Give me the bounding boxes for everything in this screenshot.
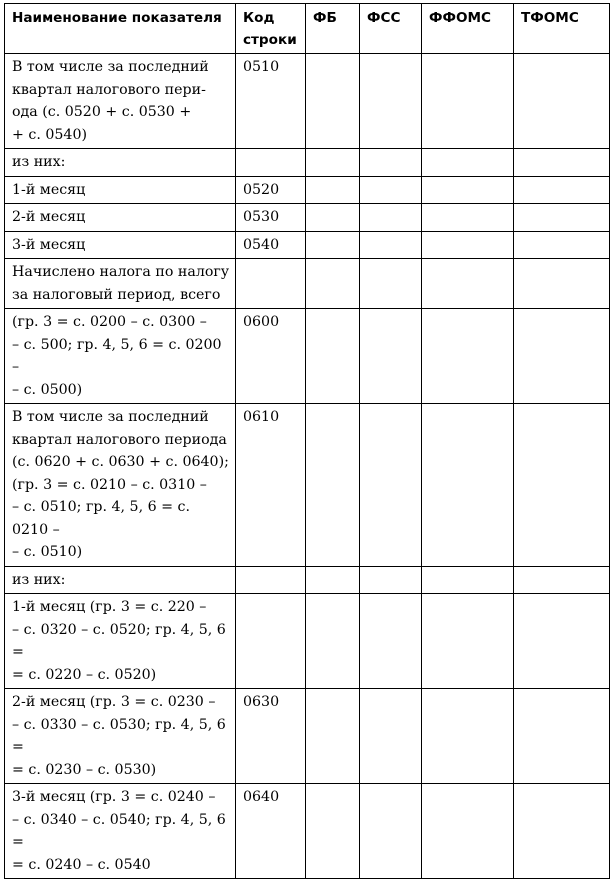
value-cell-fss <box>360 689 422 784</box>
value-cell-ffoms <box>422 404 514 567</box>
indicator-name-cell <box>5 689 236 784</box>
value-cell-fb <box>306 231 360 259</box>
row-code: 0600 <box>243 314 280 330</box>
row-code: 0640 <box>243 789 280 805</box>
value-cell-tfoms <box>514 784 610 879</box>
value-cell-fss <box>360 784 422 879</box>
indicator-name: 3-й месяц (гр. 3 = с. 0240 – – с. 0340 – с. 0540; гр. 4, 5, 6 = = с. 0240 – с. 0540 <box>12 789 226 873</box>
table-row <box>5 784 610 879</box>
header-tfoms: ТФОМС <box>514 4 610 54</box>
indicator-name: 1-й месяц (гр. 3 = с. 220 – – с. 0320 – с. 0520; гр. 4, 5, 6 = = с. 0220 – с. 0520) <box>12 599 226 683</box>
row-code: 0530 <box>243 209 280 225</box>
indicator-name-cell <box>5 784 236 879</box>
value-cell-fb <box>306 594 360 689</box>
indicator-name: (гр. 3 = с. 0200 – с. 0300 – – с. 500; гр. 4, 5, 6 = с. 0200 – – с. 0500) <box>12 314 222 398</box>
value-cell-ffoms <box>422 231 514 259</box>
indicator-name-cell <box>5 309 236 404</box>
value-cell-tfoms <box>514 149 610 177</box>
row-code-cell <box>236 149 306 177</box>
value-cell-fb <box>306 566 360 594</box>
row-code-cell <box>236 259 306 309</box>
value-cell-fb <box>306 784 360 879</box>
value-cell-ffoms <box>422 566 514 594</box>
indicator-name: 3-й месяц <box>12 236 86 253</box>
table-row <box>5 176 610 204</box>
value-cell-fss <box>360 176 422 204</box>
value-cell-tfoms <box>514 231 610 259</box>
value-cell-fss <box>360 231 422 259</box>
value-cell-fss <box>360 594 422 689</box>
value-cell-tfoms <box>514 204 610 232</box>
table-row <box>5 689 610 784</box>
indicator-name-cell <box>5 204 236 232</box>
value-cell-ffoms <box>422 689 514 784</box>
indicator-name-cell <box>5 404 236 567</box>
row-code: 0540 <box>243 236 280 253</box>
value-cell-tfoms <box>514 176 610 204</box>
value-cell-fb <box>306 54 360 149</box>
indicator-name: Начислено налога по налогу за налоговый период, всего <box>12 264 230 303</box>
row-code-cell <box>236 784 306 879</box>
header-fb: ФБ <box>306 4 360 54</box>
indicator-name: 1-й месяц <box>12 181 86 198</box>
indicator-name: из них: <box>12 571 66 588</box>
value-cell-ffoms <box>422 176 514 204</box>
table-row <box>5 259 610 309</box>
table-row <box>5 404 610 567</box>
table-row <box>5 54 610 149</box>
value-cell-ffoms <box>422 204 514 232</box>
value-cell-ffoms <box>422 309 514 404</box>
value-cell-fb <box>306 309 360 404</box>
row-code-cell <box>236 594 306 689</box>
value-cell-ffoms <box>422 149 514 177</box>
value-cell-fb <box>306 404 360 567</box>
row-code-cell <box>236 309 306 404</box>
indicator-name-cell <box>5 54 236 149</box>
indicator-name: из них: <box>12 154 66 170</box>
value-cell-fb <box>306 689 360 784</box>
indicator-name: 2-й месяц <box>12 209 86 225</box>
value-cell-tfoms <box>514 54 610 149</box>
value-cell-ffoms <box>422 784 514 879</box>
table-row <box>5 204 610 232</box>
table-row <box>5 309 610 404</box>
table-header-row <box>5 4 610 54</box>
table-row <box>5 149 610 177</box>
value-cell-ffoms <box>422 259 514 309</box>
value-cell-tfoms <box>514 594 610 689</box>
value-cell-fss <box>360 149 422 177</box>
table-row <box>5 566 610 594</box>
row-code: 0510 <box>243 59 280 75</box>
value-cell-fss <box>360 54 422 149</box>
indicator-name-cell <box>5 231 236 259</box>
row-code: 0520 <box>243 181 280 198</box>
row-code-cell <box>236 566 306 594</box>
value-cell-fss <box>360 404 422 567</box>
indicator-name: В том числе за последний квартал налогового периода (с. 0620 + с. 0630 + с. 0640); (гр. 3 = с. 0210 – с. 0310 – – с. 0510; гр. 4, 5, 6 = с. 0210 – – с. 0510) <box>12 409 229 560</box>
row-code-cell <box>236 176 306 204</box>
indicator-name: В том числе за последний квартал налогового пери- ода (с. 0520 + с. 0530 + + с. 0540) <box>12 59 209 143</box>
row-code-cell <box>236 404 306 567</box>
value-cell-tfoms <box>514 404 610 567</box>
table-body <box>5 54 610 879</box>
value-cell-ffoms <box>422 54 514 149</box>
indicator-name-cell <box>5 149 236 177</box>
indicator-name: 2-й месяц (гр. 3 = с. 0230 – – с. 0330 – с. 0530; гр. 4, 5, 6 = = с. 0230 – с. 0530) <box>12 694 226 778</box>
document-page <box>4 3 610 879</box>
tax-indicator-table <box>4 3 610 879</box>
row-code: 0610 <box>243 409 280 425</box>
value-cell-tfoms <box>514 689 610 784</box>
value-cell-ffoms <box>422 594 514 689</box>
indicator-name-cell <box>5 594 236 689</box>
table-row <box>5 231 610 259</box>
table-row <box>5 594 610 689</box>
row-code-cell <box>236 231 306 259</box>
value-cell-tfoms <box>514 259 610 309</box>
header-fss: ФСС <box>360 4 422 54</box>
indicator-name-cell <box>5 176 236 204</box>
header-indicator-name: Наименование показателя <box>5 4 236 54</box>
value-cell-fss <box>360 566 422 594</box>
value-cell-fss <box>360 309 422 404</box>
header-row-code: Код строки <box>236 4 306 54</box>
value-cell-fb <box>306 204 360 232</box>
value-cell-tfoms <box>514 566 610 594</box>
value-cell-fss <box>360 204 422 232</box>
indicator-name-cell <box>5 566 236 594</box>
indicator-name-cell <box>5 259 236 309</box>
value-cell-fss <box>360 259 422 309</box>
value-cell-fb <box>306 149 360 177</box>
value-cell-fb <box>306 259 360 309</box>
row-code-cell <box>236 204 306 232</box>
value-cell-tfoms <box>514 309 610 404</box>
row-code-cell <box>236 54 306 149</box>
row-code: 0630 <box>243 694 280 710</box>
header-ffoms: ФФОМС <box>422 4 514 54</box>
value-cell-fb <box>306 176 360 204</box>
row-code-cell <box>236 689 306 784</box>
